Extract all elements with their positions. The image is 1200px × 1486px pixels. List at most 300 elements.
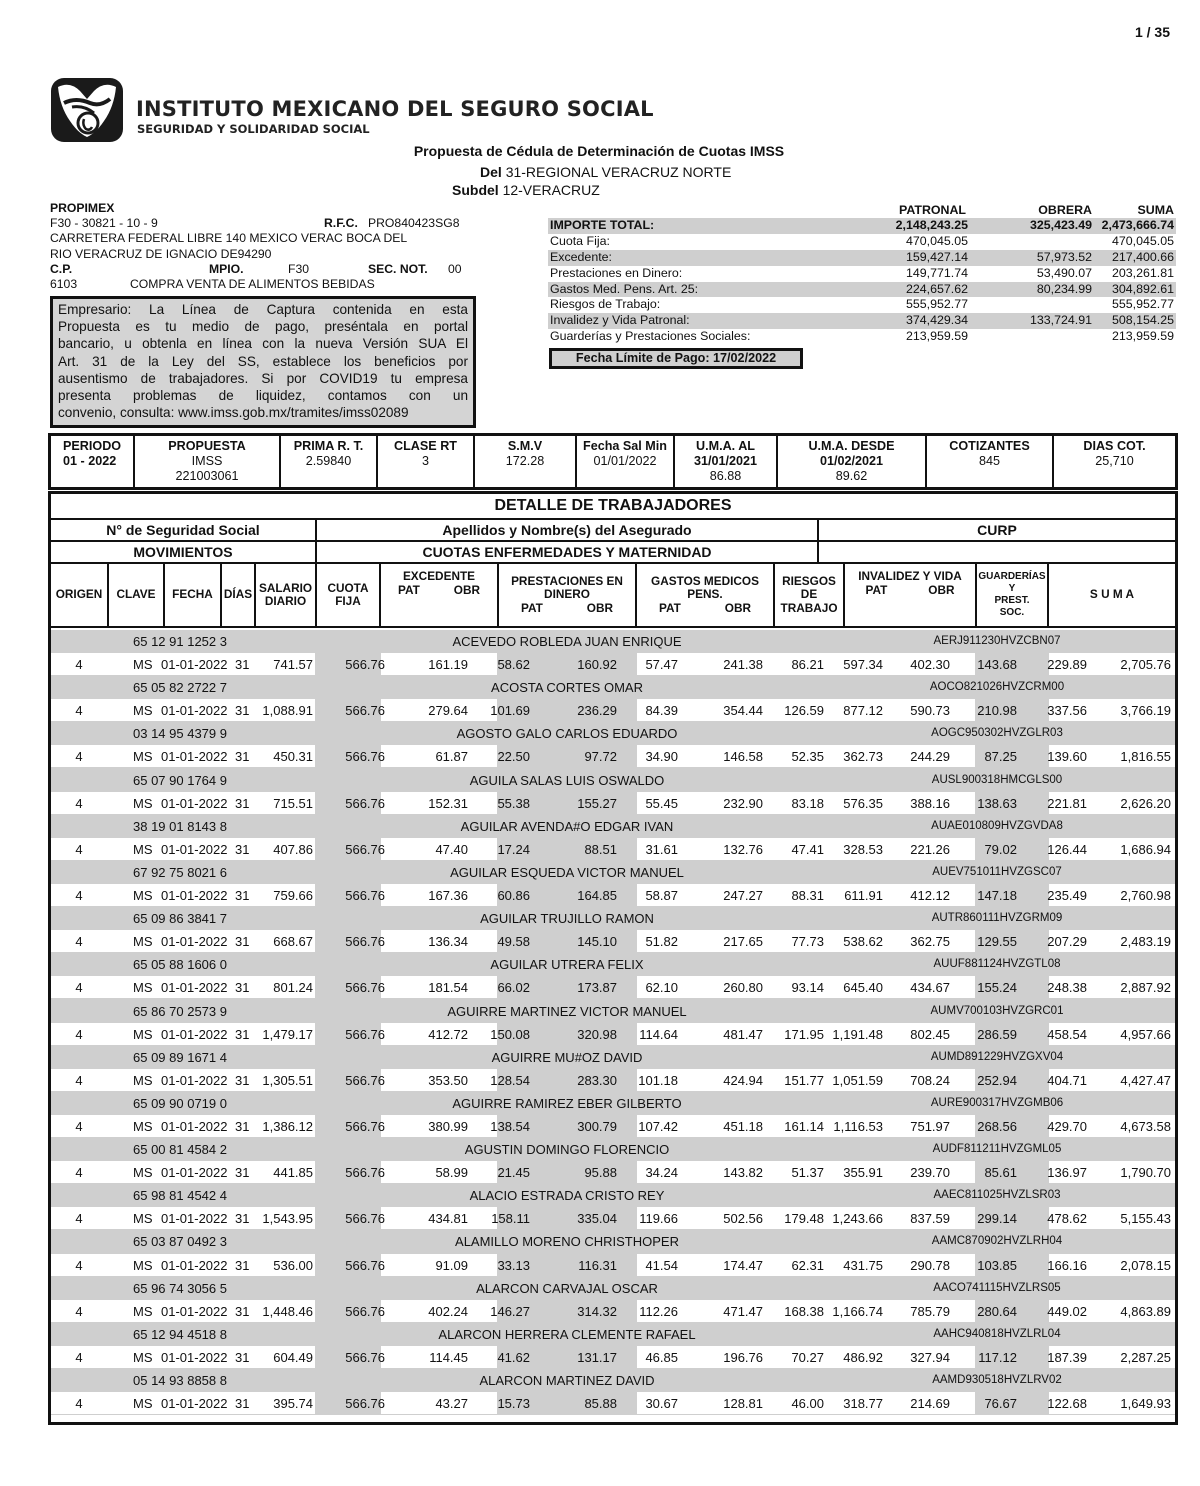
worker-id-row — [51, 1184, 1175, 1207]
cell-pd-obr: 119.66 — [639, 1211, 678, 1227]
cell-cuota-fija: 566.76 — [345, 1211, 385, 1227]
cell-salario: 407.86 — [273, 841, 313, 857]
cell-exc-obr: 49.58 — [497, 934, 530, 950]
worker-id-row — [51, 1138, 1175, 1161]
cell-salario: 1,386.12 — [262, 1118, 313, 1134]
cell-origen: 4 — [75, 980, 83, 996]
org-name: INSTITUTO MEXICANO DEL SEGURO SOCIAL — [136, 97, 654, 121]
info-smv: S.M.V 172.28 — [475, 436, 577, 487]
cell-iv-obr: 280.64 — [977, 1303, 1017, 1319]
cell-dias: 31 — [235, 1026, 250, 1042]
total-row-guarderias: Guarderías y Prestaciones Sociales: 213,959.59 213,959.59 — [550, 329, 1174, 344]
cell-guard: 136.97 — [1047, 1165, 1087, 1181]
rfc-value: PRO840423SG8 — [368, 216, 460, 231]
cell-pd-pat: 88.51 — [584, 841, 617, 857]
cell-salario: 441.85 — [273, 1165, 313, 1181]
header-suma: SUMA — [1137, 203, 1174, 217]
worker-name: ACEVEDO ROBLEDA JUAN ENRIQUE — [452, 634, 682, 649]
cell-origen: 4 — [75, 1303, 83, 1319]
cell-gm-obr: 46.00 — [791, 1396, 824, 1412]
cell-dias: 31 — [235, 795, 250, 811]
cell-gm-pat: 232.90 — [723, 795, 763, 811]
cell-guard: 429.70 — [1047, 1118, 1087, 1134]
worker-name: AGUIRRE RAMIREZ EBER GILBERTO — [452, 1095, 682, 1111]
totals-summary — [548, 202, 1176, 345]
worker-id-row — [51, 1000, 1175, 1023]
cell-cuota-fija: 566.76 — [345, 1165, 385, 1181]
worker-id-row — [51, 1323, 1175, 1346]
cell-salario: 1,088.91 — [262, 703, 313, 719]
worker-nss: 65 09 89 1671 4 — [133, 1049, 227, 1065]
cell-suma: 1,816.55 — [1120, 749, 1171, 765]
cell-riesgos: 645.40 — [843, 980, 883, 996]
worker-id-row — [51, 1230, 1175, 1253]
worker-curp: AUAE010809HVZGVDA8 — [931, 819, 1063, 832]
worker-id-row — [51, 676, 1175, 699]
cell-salario: 668.67 — [273, 934, 313, 950]
cell-guard: 458.54 — [1047, 1026, 1087, 1042]
cell-suma: 4,957.66 — [1120, 1026, 1171, 1042]
notice-line: Empresario: La Línea de Captura contenida en esta — [58, 302, 468, 317]
cell-guard: 235.49 — [1047, 888, 1087, 904]
cell-pd-obr: 34.90 — [645, 749, 678, 765]
cell-pd-pat: 314.32 — [577, 1303, 617, 1319]
cell-gm-pat: 481.47 — [723, 1026, 763, 1042]
worker-data-row — [51, 792, 1175, 815]
cell-pd-obr: 101.18 — [638, 1072, 678, 1088]
cell-iv-pat: 837.59 — [910, 1211, 950, 1227]
cell-iv-pat: 434.67 — [910, 980, 950, 996]
worker-name: AGUIRRE MU#OZ DAVID — [491, 1049, 643, 1065]
header-obrera: OBRERA — [1038, 203, 1092, 217]
total-row-importe: IMPORTE TOTAL: 2,148,243.25 325,423.49 2,473,666.74 — [550, 218, 1174, 232]
total-row-cuota-fija: Cuota Fija: 470,045.05 470,045.05 — [550, 233, 1174, 248]
worker-name: AGUILAR ESQUEDA VICTOR MANUEL — [450, 864, 684, 880]
cell-cuota-fija: 566.76 — [345, 980, 385, 996]
cell-iv-pat: 590.73 — [910, 703, 950, 719]
cell-iv-obr: 87.25 — [984, 749, 1017, 765]
total-row-prestaciones: Prestaciones en Dinero: 149,771.74 53,490.07 203,261.81 — [550, 265, 1174, 280]
cell-gm-pat: 471.47 — [723, 1303, 763, 1319]
cell-riesgos: 1,116.53 — [833, 1118, 883, 1134]
col-suma: S U M A — [1089, 587, 1135, 602]
cell-gm-obr: 168.38 — [784, 1303, 824, 1319]
cell-cuota-fija: 566.76 — [345, 1257, 385, 1273]
cell-gm-pat: 128.81 — [723, 1396, 763, 1412]
cell-riesgos: 538.62 — [843, 934, 883, 950]
cp-label: C.P. — [50, 261, 73, 276]
col-guarderias: GUARDERÍAS Y PREST. SOC. — [978, 571, 1046, 618]
cell-exc-obr: 158.11 — [491, 1211, 530, 1227]
worker-data-row — [51, 745, 1175, 768]
cell-iv-pat: 388.16 — [910, 795, 950, 811]
workers-list — [51, 630, 1175, 1415]
cell-iv-obr: 76.67 — [984, 1396, 1017, 1412]
detail-column-header — [51, 564, 1175, 628]
cell-dias: 31 — [235, 1118, 250, 1134]
worker-nss: 65 96 74 3056 5 — [133, 1280, 227, 1296]
cell-cuota-fija: 566.76 — [345, 1303, 385, 1319]
header-patronal: PATRONAL — [899, 203, 966, 217]
cell-dias: 31 — [235, 1072, 250, 1088]
cell-fecha: 01-01-2022 — [161, 749, 228, 765]
cell-origen: 4 — [75, 1072, 83, 1088]
cell-exc-obr: 60.86 — [497, 888, 530, 904]
col-invalidez: INVALIDEZ Y VIDA PAT OBR — [858, 569, 962, 597]
cell-riesgos: 1,191.48 — [832, 1026, 883, 1042]
col-dias: DÍAS — [223, 587, 253, 602]
cell-fecha: 01-01-2022 — [161, 1303, 228, 1319]
cell-dias: 31 — [235, 1396, 250, 1412]
cell-riesgos: 576.35 — [843, 795, 883, 811]
worker-nss: 65 86 70 2573 9 — [133, 1003, 227, 1019]
workers-detail-table — [48, 491, 1178, 1425]
cell-guard: 139.60 — [1047, 749, 1087, 765]
worker-curp: AUEV751011HVZGSC07 — [932, 865, 1062, 878]
cell-fecha: 01-01-2022 — [161, 657, 228, 673]
cell-suma: 2,287.25 — [1120, 1349, 1171, 1365]
worker-curp: AAEC811025HVZLSR03 — [933, 1189, 1061, 1202]
cell-exc-pat: 181.54 — [428, 980, 468, 996]
cell-gm-obr: 47.41 — [791, 841, 824, 857]
cell-pd-pat: 164.85 — [577, 888, 617, 904]
cell-iv-obr: 155.24 — [977, 980, 1017, 996]
cell-pd-obr: 107.42 — [638, 1118, 678, 1134]
cell-exc-pat: 58.99 — [435, 1165, 468, 1181]
cell-iv-pat: 751.97 — [910, 1118, 950, 1134]
worker-name: ALARCON MARTINEZ DAVID — [479, 1373, 655, 1388]
cell-cuota-fija: 566.76 — [345, 1026, 385, 1042]
cell-salario: 536.00 — [273, 1257, 313, 1273]
activity-desc: COMPRA VENTA DE ALIMENTOS BEBIDAS — [130, 276, 375, 291]
cell-fecha: 01-01-2022 — [161, 795, 228, 811]
cell-guard: 122.68 — [1047, 1396, 1087, 1412]
worker-nss: 67 92 75 8021 6 — [133, 864, 227, 880]
worker-curp: AERJ911230HVZCBN07 — [933, 635, 1061, 647]
worker-nss: 65 07 90 1764 9 — [133, 772, 227, 788]
cell-dias: 31 — [235, 1349, 250, 1365]
notice-line: Propuesta es tu medio de pago, preséntala en portal — [58, 319, 468, 335]
cell-clave: MS — [133, 888, 153, 904]
cell-riesgos: 486.92 — [843, 1349, 883, 1365]
worker-name: AGUILA SALAS LUIS OSWALDO — [469, 772, 665, 788]
cell-exc-obr: 41.62 — [497, 1349, 530, 1365]
cell-gm-obr: 171.95 — [784, 1026, 824, 1042]
worker-nss: 65 09 90 0719 0 — [133, 1095, 227, 1111]
cell-pd-obr: 114.64 — [639, 1026, 678, 1042]
cell-pd-obr: 112.26 — [639, 1303, 678, 1319]
col-excedente: EXCEDENTE PAT OBR — [397, 569, 481, 597]
cell-iv-obr: 210.98 — [977, 703, 1017, 719]
cell-iv-pat: 214.69 — [910, 1396, 950, 1412]
cell-guard: 126.44 — [1047, 841, 1087, 857]
cell-clave: MS — [133, 1211, 153, 1227]
cell-gm-obr: 151.77 — [784, 1072, 824, 1088]
secnot-label: SEC. NOT. — [368, 261, 428, 276]
cell-origen: 4 — [75, 1211, 83, 1227]
cell-origen: 4 — [75, 657, 83, 673]
cell-clave: MS — [133, 980, 153, 996]
detail-id-header: N° de Seguridad Social Apellidos y Nombre(s) del Asegurado CURP — [51, 520, 1175, 542]
cell-cuota-fija: 566.76 — [345, 841, 385, 857]
worker-name: ALACIO ESTRADA CRISTO REY — [469, 1188, 665, 1204]
col-origen: ORIGEN — [55, 587, 103, 602]
cell-pd-pat: 131.17 — [577, 1349, 617, 1365]
cell-gm-pat: 260.80 — [723, 980, 763, 996]
cell-iv-pat: 708.24 — [910, 1072, 950, 1088]
worker-curp: AURE900317HVZGMB06 — [930, 1096, 1064, 1109]
cell-pd-pat: 283.30 — [577, 1072, 617, 1088]
cell-clave: MS — [133, 841, 153, 857]
worker-curp: AUDF811211HVZGML05 — [932, 1143, 1062, 1156]
cell-pd-obr: 58.87 — [645, 888, 678, 904]
cell-gm-pat: 502.56 — [723, 1211, 763, 1227]
worker-nss: 65 05 88 1606 0 — [133, 957, 227, 973]
cell-origen: 4 — [75, 934, 83, 950]
cell-gm-pat: 241.38 — [723, 657, 763, 673]
worker-data-row — [51, 1161, 1175, 1184]
cell-clave: MS — [133, 1257, 153, 1273]
worker-name: AGUSTIN DOMINGO FLORENCIO — [464, 1142, 670, 1158]
worker-data-row — [51, 930, 1175, 953]
cell-fecha: 01-01-2022 — [161, 1211, 228, 1227]
cell-pd-pat: 116.31 — [578, 1257, 617, 1273]
cell-cuota-fija: 566.76 — [345, 703, 385, 719]
info-uma-desde: U.M.A. DESDE 01/02/2021 89.62 — [778, 436, 927, 487]
col-gastos-medicos: GASTOS MEDICOS PENS. PAT OBR — [651, 573, 759, 615]
cell-cuota-fija: 566.76 — [345, 1118, 385, 1134]
cell-pd-pat: 97.72 — [584, 749, 617, 765]
cell-pd-obr: 51.82 — [645, 934, 678, 950]
cell-pd-pat: 236.29 — [577, 703, 617, 719]
cell-exc-pat: 402.24 — [428, 1303, 468, 1319]
cell-origen: 4 — [75, 795, 83, 811]
cell-exc-pat: 380.99 — [428, 1118, 468, 1134]
worker-curp: AUUF881124HVZGTL08 — [933, 958, 1061, 971]
cell-iv-obr: 143.68 — [977, 657, 1017, 673]
cell-suma: 1,790.70 — [1120, 1165, 1171, 1181]
cell-gm-pat: 143.82 — [723, 1165, 763, 1181]
cell-clave: MS — [133, 1026, 153, 1042]
cell-fecha: 01-01-2022 — [161, 1349, 228, 1365]
cell-iv-obr: 268.56 — [977, 1118, 1017, 1134]
cell-gm-pat: 451.18 — [723, 1118, 763, 1134]
cell-guard: 229.89 — [1047, 657, 1087, 673]
cell-guard: 207.29 — [1047, 934, 1087, 950]
total-row-gastos: Gastos Med. Pens. Art. 25: 224,657.62 80,234.99 304,892.61 — [550, 281, 1174, 296]
cell-riesgos: 1,166.74 — [832, 1303, 883, 1319]
cell-fecha: 01-01-2022 — [161, 1026, 228, 1042]
cell-riesgos: 877.12 — [843, 703, 883, 719]
worker-data-row — [51, 1300, 1175, 1323]
cell-iv-pat: 244.29 — [910, 749, 950, 765]
cell-pd-obr: 34.24 — [645, 1165, 678, 1181]
cell-guard: 166.16 — [1047, 1257, 1087, 1273]
info-dias-cot: DIAS COT. 25,710 — [1083, 439, 1146, 468]
cell-suma: 2,887.92 — [1120, 980, 1171, 996]
cell-iv-obr: 138.63 — [977, 795, 1017, 811]
worker-nss: 03 14 95 4379 9 — [133, 726, 227, 742]
cell-clave: MS — [133, 749, 153, 765]
worker-nss: 65 03 87 0492 3 — [133, 1234, 227, 1250]
info-uma-al: U.M.A. AL 31/01/2021 86.88 — [675, 436, 778, 487]
total-row-excedente: Excedente: 159,427.14 57,973.52 217,400.66 — [550, 249, 1174, 264]
worker-id-row — [51, 722, 1175, 745]
cell-exc-pat: 434.81 — [428, 1211, 468, 1227]
worker-data-row — [51, 838, 1175, 861]
cell-iv-obr: 129.55 — [977, 934, 1017, 950]
cell-gm-obr: 93.14 — [791, 980, 824, 996]
cell-exc-obr: 33.13 — [497, 1257, 530, 1273]
cell-salario: 1,479.17 — [262, 1026, 313, 1042]
cell-cuota-fija: 566.76 — [345, 749, 385, 765]
cell-suma: 4,673.58 — [1120, 1118, 1171, 1134]
cell-gm-obr: 62.31 — [791, 1257, 824, 1273]
cell-salario: 395.74 — [273, 1396, 313, 1412]
cell-pd-pat: 145.10 — [577, 934, 617, 950]
cell-exc-pat: 152.31 — [428, 795, 468, 811]
cell-gm-obr: 83.18 — [791, 795, 824, 811]
cell-suma: 4,863.89 — [1120, 1303, 1171, 1319]
cell-dias: 31 — [235, 1211, 250, 1227]
info-periodo: PERIODO 01 - 2022 — [51, 436, 135, 487]
cell-pd-pat: 95.88 — [584, 1165, 617, 1181]
cell-suma: 2,760.98 — [1120, 888, 1171, 904]
cell-iv-pat: 402.30 — [910, 657, 950, 673]
cell-gm-obr: 70.27 — [791, 1349, 824, 1365]
cell-pd-obr: 62.10 — [645, 980, 678, 996]
cell-exc-pat: 161.19 — [428, 657, 468, 673]
detail-title: DETALLE DE TRABAJADORES — [51, 494, 1175, 520]
notice-link-line: convenio, consulta: www.imss.gob.mx/tramites/imss02089 — [58, 405, 409, 421]
cell-pd-obr: 46.85 — [645, 1349, 678, 1365]
cell-gm-pat: 217.65 — [723, 934, 763, 950]
cell-salario: 1,448.46 — [262, 1303, 313, 1319]
address-line-1: CARRETERA FEDERAL LIBRE 140 MEXICO VERAC BOCA DEL — [50, 231, 408, 246]
cell-exc-pat: 61.87 — [435, 749, 468, 765]
cell-origen: 4 — [75, 888, 83, 904]
worker-id-row — [51, 630, 1175, 653]
worker-nss: 65 98 81 4542 4 — [133, 1188, 227, 1204]
cell-iv-obr: 299.14 — [977, 1211, 1017, 1227]
mpio-label: MPIO. — [209, 261, 244, 276]
cell-dias: 31 — [235, 703, 250, 719]
cell-iv-pat: 327.94 — [910, 1349, 950, 1365]
delegacion: Del 31-REGIONAL VERACRUZ NORTE — [480, 164, 732, 180]
worker-data-row — [51, 884, 1175, 907]
col-prestaciones: PRESTACIONES EN DINERO PAT OBR — [511, 573, 623, 615]
worker-curp: AOCO821026HVZCRM00 — [929, 681, 1065, 694]
cell-fecha: 01-01-2022 — [161, 934, 228, 950]
cell-guard: 478.62 — [1047, 1211, 1087, 1227]
worker-curp: AAMD930518HVZLRV02 — [932, 1374, 1062, 1386]
rfc-label: R.F.C. — [324, 216, 358, 231]
cell-dias: 31 — [235, 841, 250, 857]
worker-name: ALARCON CARVAJAL OSCAR — [476, 1280, 658, 1296]
cell-iv-obr: 79.02 — [984, 841, 1017, 857]
imss-logo-icon — [50, 77, 124, 143]
cell-fecha: 01-01-2022 — [161, 980, 228, 996]
address-line-2: RIO VERACRUZ DE IGNACIO DE94290 — [50, 246, 272, 261]
activity-code: 6103 — [50, 276, 78, 291]
cell-origen: 4 — [75, 841, 83, 857]
cell-gm-pat: 132.76 — [723, 841, 763, 857]
cell-suma: 3,766.19 — [1120, 703, 1171, 719]
detail-group-header: MOVIMIENTOS CUOTAS ENFERMEDADES Y MATERNIDAD — [51, 542, 1175, 564]
worker-data-row — [51, 1069, 1175, 1092]
cell-suma: 1,686.94 — [1120, 841, 1171, 857]
worker-data-row — [51, 699, 1175, 722]
cell-riesgos: 597.34 — [843, 657, 883, 673]
notice-line: bancario, u obtenla en línea con la nueva Versión SUA El — [58, 336, 468, 352]
worker-curp: AUTR860111HVZGRM09 — [931, 912, 1063, 925]
page-indicator: 1 / 35 — [1134, 24, 1170, 40]
worker-id-row — [51, 953, 1175, 976]
cell-clave: MS — [133, 1303, 153, 1319]
worker-nss: 65 09 86 3841 7 — [133, 911, 227, 927]
period-info-bar — [48, 433, 1178, 490]
worker-name: ACOSTA CORTES OMAR — [491, 680, 643, 696]
worker-curp: AACO741115HVZLRS05 — [933, 1281, 1061, 1294]
cell-salario: 801.24 — [273, 980, 313, 996]
cell-gm-pat: 424.94 — [723, 1072, 763, 1088]
col-cuota-fija: CUOTA FIJA — [327, 580, 369, 608]
worker-curp: AAHC940818HVZLRL04 — [933, 1327, 1061, 1340]
cell-origen: 4 — [75, 1349, 83, 1365]
worker-name: ALARCON HERRERA CLEMENTE RAFAEL — [438, 1326, 696, 1342]
cell-gm-obr: 179.48 — [784, 1211, 824, 1227]
cell-riesgos: 362.73 — [843, 749, 883, 765]
cell-exc-pat: 114.45 — [429, 1349, 468, 1365]
cell-dias: 31 — [235, 888, 250, 904]
worker-name: AGUILAR AVENDA#O EDGAR IVAN — [460, 818, 674, 834]
info-prima-rt: PRIMA R. T. 2.59840 — [281, 436, 378, 487]
cell-cuota-fija: 566.76 — [345, 795, 385, 811]
cell-cuota-fija: 566.76 — [345, 888, 385, 904]
cell-gm-pat: 146.58 — [723, 749, 763, 765]
cell-dias: 31 — [235, 1303, 250, 1319]
cell-salario: 759.66 — [273, 888, 313, 904]
cell-exc-obr: 66.02 — [497, 980, 530, 996]
cell-salario: 715.51 — [273, 795, 313, 811]
cell-riesgos: 1,051.59 — [832, 1072, 883, 1088]
cell-gm-obr: 161.14 — [784, 1118, 824, 1134]
cell-suma: 2,705.76 — [1120, 657, 1171, 673]
cell-exc-pat: 412.72 — [428, 1026, 468, 1042]
cell-riesgos: 355.91 — [843, 1165, 883, 1181]
worker-nss: 05 14 93 8858 8 — [133, 1373, 227, 1388]
cell-gm-obr: 88.31 — [791, 888, 824, 904]
worker-data-row — [51, 1115, 1175, 1138]
cell-exc-obr: 101.69 — [490, 703, 530, 719]
cell-salario: 741.57 — [273, 657, 313, 673]
payment-notice — [50, 296, 476, 428]
worker-data-row — [51, 1254, 1175, 1277]
worker-id-row — [51, 907, 1175, 930]
cell-pd-pat: 320.98 — [577, 1026, 617, 1042]
cell-exc-pat: 279.64 — [428, 703, 468, 719]
notice-line: presenta problemas de liquidez, contamos con un — [58, 388, 468, 404]
cell-clave: MS — [133, 1165, 153, 1181]
cell-clave: MS — [133, 1118, 153, 1134]
notice-line: Art. 31 de la Ley del SS, establece los beneficios por — [58, 353, 468, 369]
cell-origen: 4 — [75, 1026, 83, 1042]
cell-gm-pat: 196.76 — [723, 1349, 763, 1365]
cell-origen: 4 — [75, 1165, 83, 1181]
cell-exc-obr: 128.54 — [490, 1072, 530, 1088]
col-riesgos: RIESGOS DE TRABAJO — [780, 573, 838, 615]
secnot-value: 00 — [448, 261, 462, 276]
